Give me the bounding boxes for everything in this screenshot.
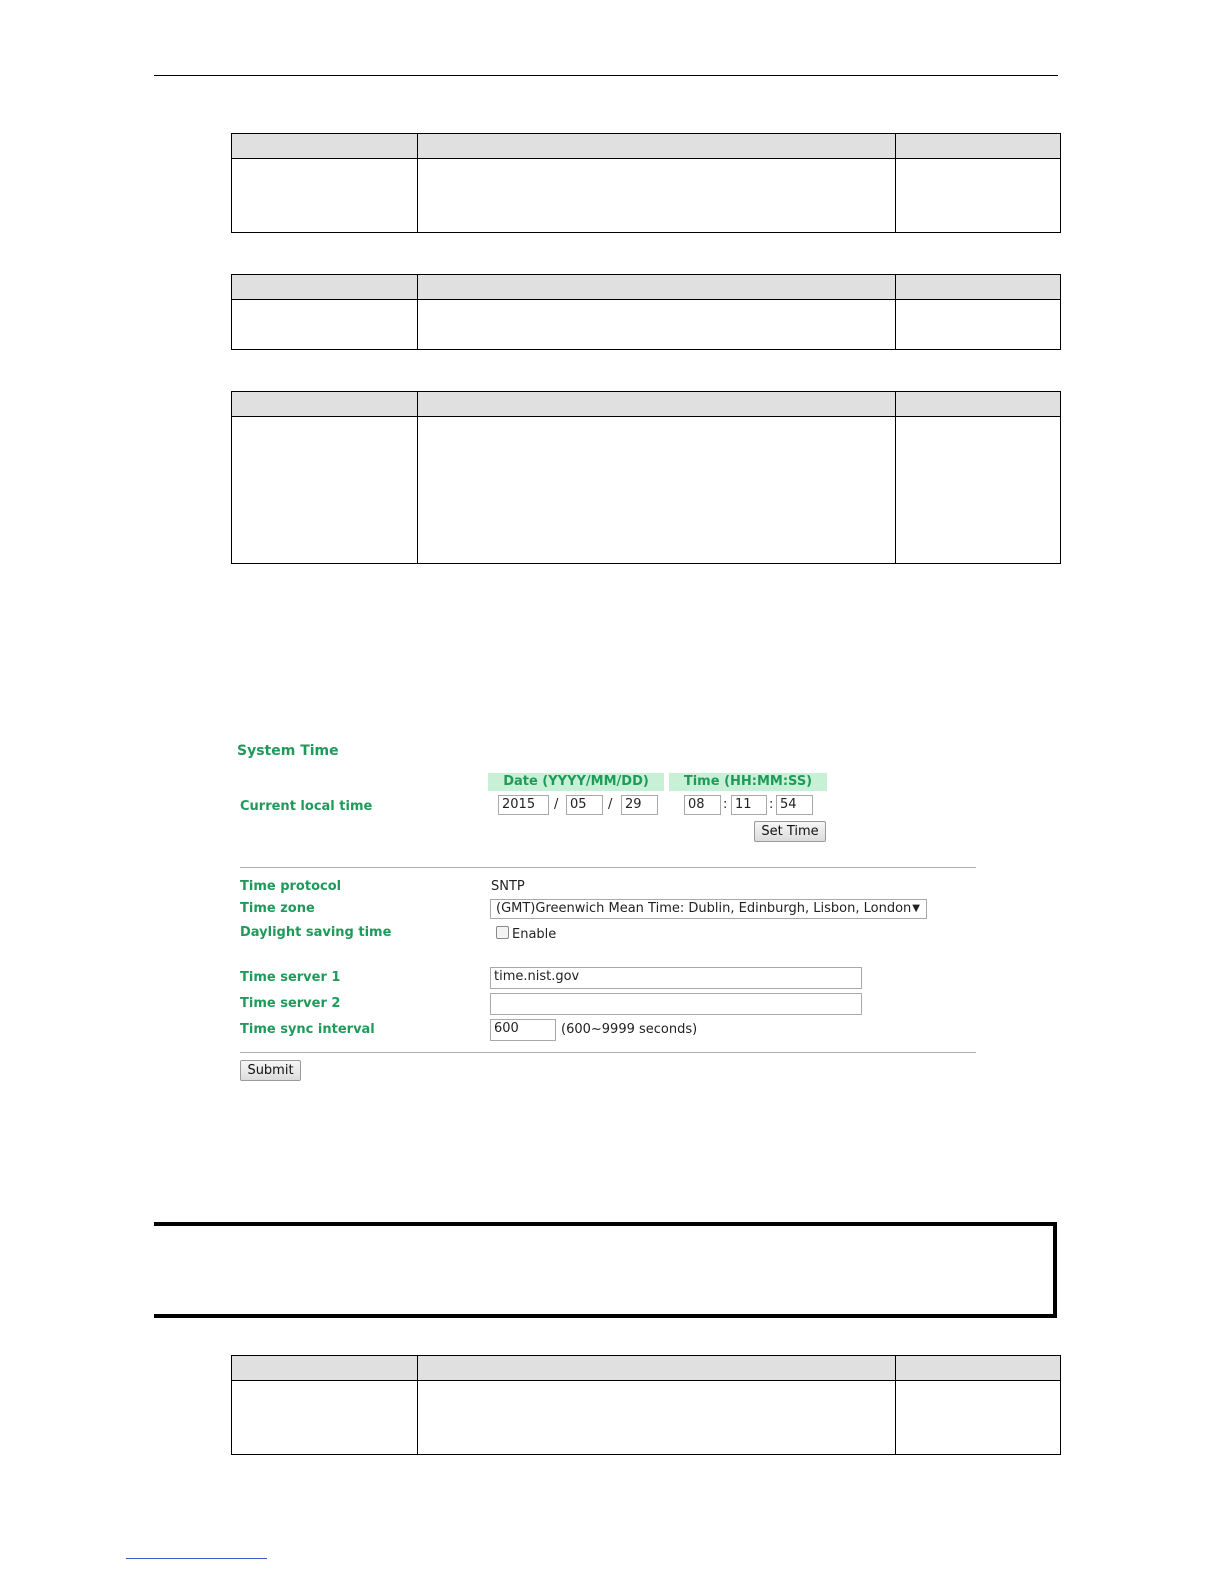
daylight-saving-enable-label: Enable (512, 927, 557, 942)
submit-button[interactable]: Submit (240, 1060, 301, 1081)
table-row (232, 417, 1061, 564)
time-zone-label: Time zone (240, 901, 315, 916)
time-server-2-input[interactable] (490, 993, 862, 1015)
minute-input[interactable]: 11 (731, 795, 767, 815)
date-separator: / (554, 797, 559, 812)
parameter-table-1 (231, 133, 1061, 233)
time-separator: : (769, 797, 774, 812)
panel-title: System Time (237, 743, 339, 759)
hour-input[interactable]: 08 (684, 795, 721, 815)
time-protocol-value: SNTP (491, 879, 525, 894)
time-separator: : (723, 797, 728, 812)
page-header-rule (154, 75, 1058, 76)
time-server-1-label: Time server 1 (240, 970, 341, 985)
daylight-saving-checkbox[interactable] (496, 926, 509, 939)
time-sync-interval-hint: (600~9999 seconds) (561, 1022, 698, 1037)
date-separator: / (608, 797, 613, 812)
date-column-header: Date (YYYY/MM/DD) (488, 773, 664, 791)
month-input[interactable]: 05 (566, 795, 603, 815)
time-server-1-input[interactable]: time.nist.gov (490, 967, 862, 989)
parameter-table-2 (231, 274, 1061, 350)
table-row (232, 1381, 1061, 1455)
year-input[interactable]: 2015 (498, 795, 549, 815)
current-local-time-label: Current local time (240, 799, 373, 814)
table-row (232, 300, 1061, 350)
time-sync-interval-label: Time sync interval (240, 1022, 375, 1037)
table-header-row (232, 392, 1061, 417)
table-header-row (232, 1356, 1061, 1381)
second-input[interactable]: 54 (776, 795, 813, 815)
table-row (232, 159, 1061, 233)
time-column-header: Time (HH:MM:SS) (669, 773, 827, 791)
time-sync-interval-input[interactable]: 600 (490, 1019, 556, 1041)
system-time-panel (228, 735, 988, 1095)
time-server-2-label: Time server 2 (240, 996, 341, 1011)
day-input[interactable]: 29 (621, 795, 658, 815)
table-header-row (232, 275, 1061, 300)
parameter-table-4 (231, 1355, 1061, 1455)
time-zone-selected-value: (GMT)Greenwich Mean Time: Dublin, Edinburgh, Lisbon, London (496, 901, 912, 916)
table-header-row (232, 134, 1061, 159)
time-zone-select[interactable] (490, 899, 927, 919)
daylight-saving-label: Daylight saving time (240, 925, 392, 940)
section-divider (240, 867, 976, 868)
note-box (154, 1222, 1057, 1318)
footer-link-underline[interactable] (126, 1558, 267, 1559)
dropdown-arrow-icon: ▼ (912, 903, 920, 914)
section-divider (240, 1052, 976, 1053)
time-protocol-label: Time protocol (240, 879, 342, 894)
set-time-button[interactable]: Set Time (754, 821, 826, 842)
parameter-table-3 (231, 391, 1061, 564)
